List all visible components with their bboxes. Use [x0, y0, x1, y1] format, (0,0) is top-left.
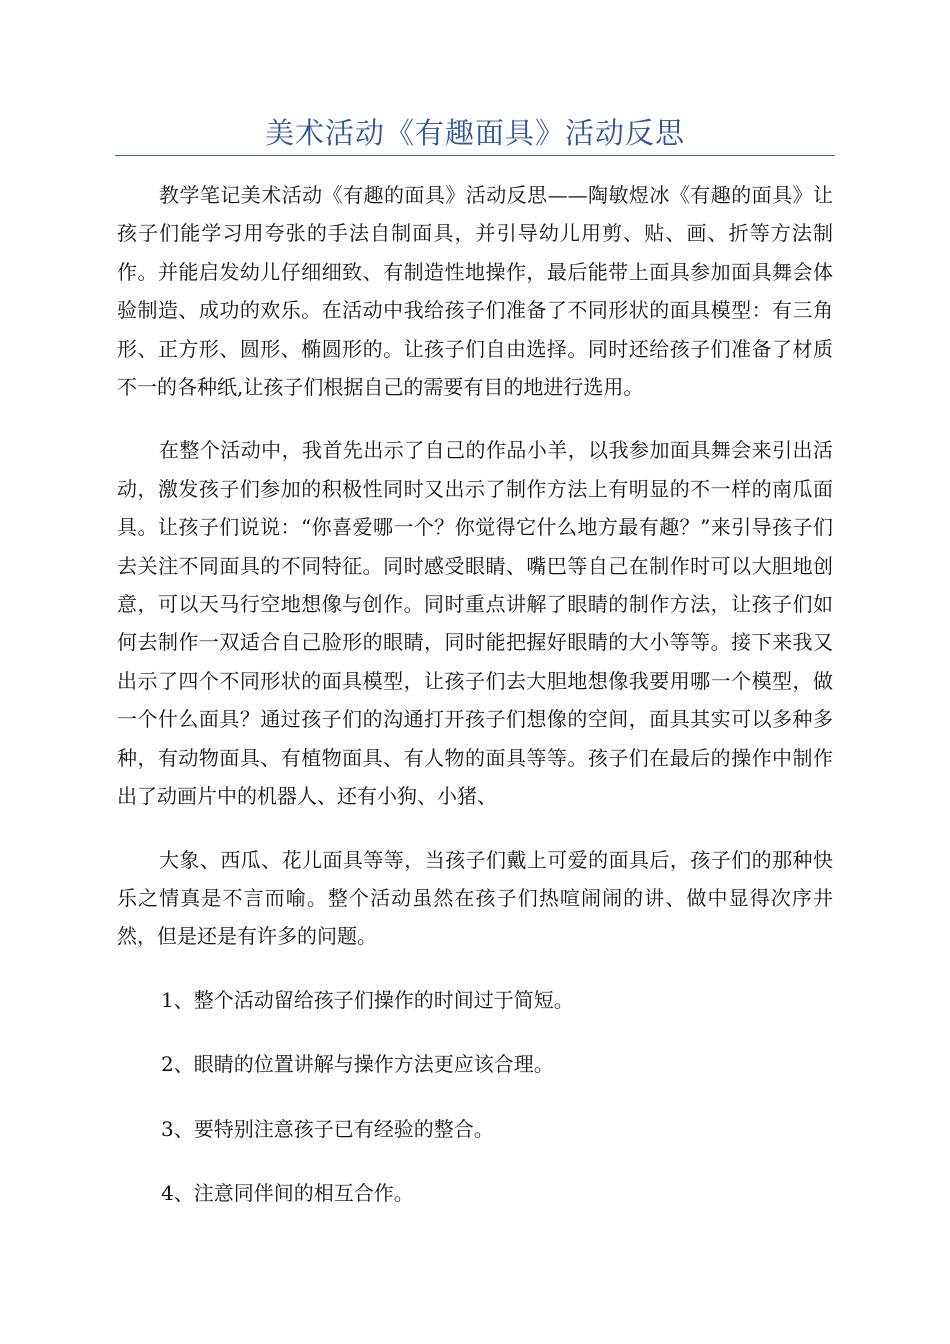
title-underline: [115, 155, 835, 156]
list-item-3: 3、要特别注意孩子已有经验的整合。: [161, 1116, 494, 1141]
paragraph-1: 教学笔记美术活动《有趣的面具》活动反思——陶敏煜冰《有趣的面具》让孩子们能学习用夸张的手法自制面具，并引导幼儿用剪、贴、画、折等方法制作。并能启发幼儿仔细细致、有制造性地操作，最后能带上面具参加面具舞会体验制造、成功的欢乐。在活动中我给孩子们准备了不同形状的面具模型：有三角形、正方形、圆形、椭圆形的。让孩子们自由选择。同时还给孩子们准备了材质不一的各种纸,让孩子们根据自己的需要有目的地进行选用。: [117, 183, 833, 400]
paragraph-3: 大象、西瓜、花儿面具等等，当孩子们戴上可爱的面具后，孩子们的那种快乐之情真是不言而喻。整个活动虽然在孩子们热喧闹闹的讲、做中显得次序井然，但是还是有许多的问题。: [117, 847, 833, 949]
document-title: 美术活动《有趣面具》活动反思: [264, 116, 685, 150]
paragraph-2: 在整个活动中，我首先出示了自己的作品小羊，以我参加面具舞会来引出活动，激发孩子们参加的积极性同时又出示了制作方法上有明显的不一样的南瓜面具。让孩子们说说：“你喜爱哪一个？你觉得它什么地方最有趣？”来引导孩子们去关注不同面具的不同特征。同时感受眼睛、嘴巴等自己在制作时可以大胆地创意，可以天马行空地想像与创作。同时重点讲解了眼睛的制作方法，让孩子们如何去制作一双适合自己脸形的眼睛，同时能把握好眼睛的大小等等。接下来我又出示了四个不同形状的面具模型，让孩子们去大胆地想像我要用哪一个模型，做一个什么面具？通过孩子们的沟通打开孩子们想像的空间，面具其实可以多种多种，有动物面具、有植物面具、有人物的面具等等。孩子们在最后的操作中制作出了动画片中的机器人、还有小狗、小猪、: [117, 438, 833, 809]
document-body: [117, 176, 833, 1238]
list-item-4: 4、注意同伴间的相互合作。: [161, 1180, 414, 1205]
list-item-2: 2、眼睛的位置讲解与操作方法更应该合理。: [161, 1052, 554, 1077]
list-item-1: 1、整个活动留给孩子们操作的时间过于简短。: [161, 987, 574, 1012]
